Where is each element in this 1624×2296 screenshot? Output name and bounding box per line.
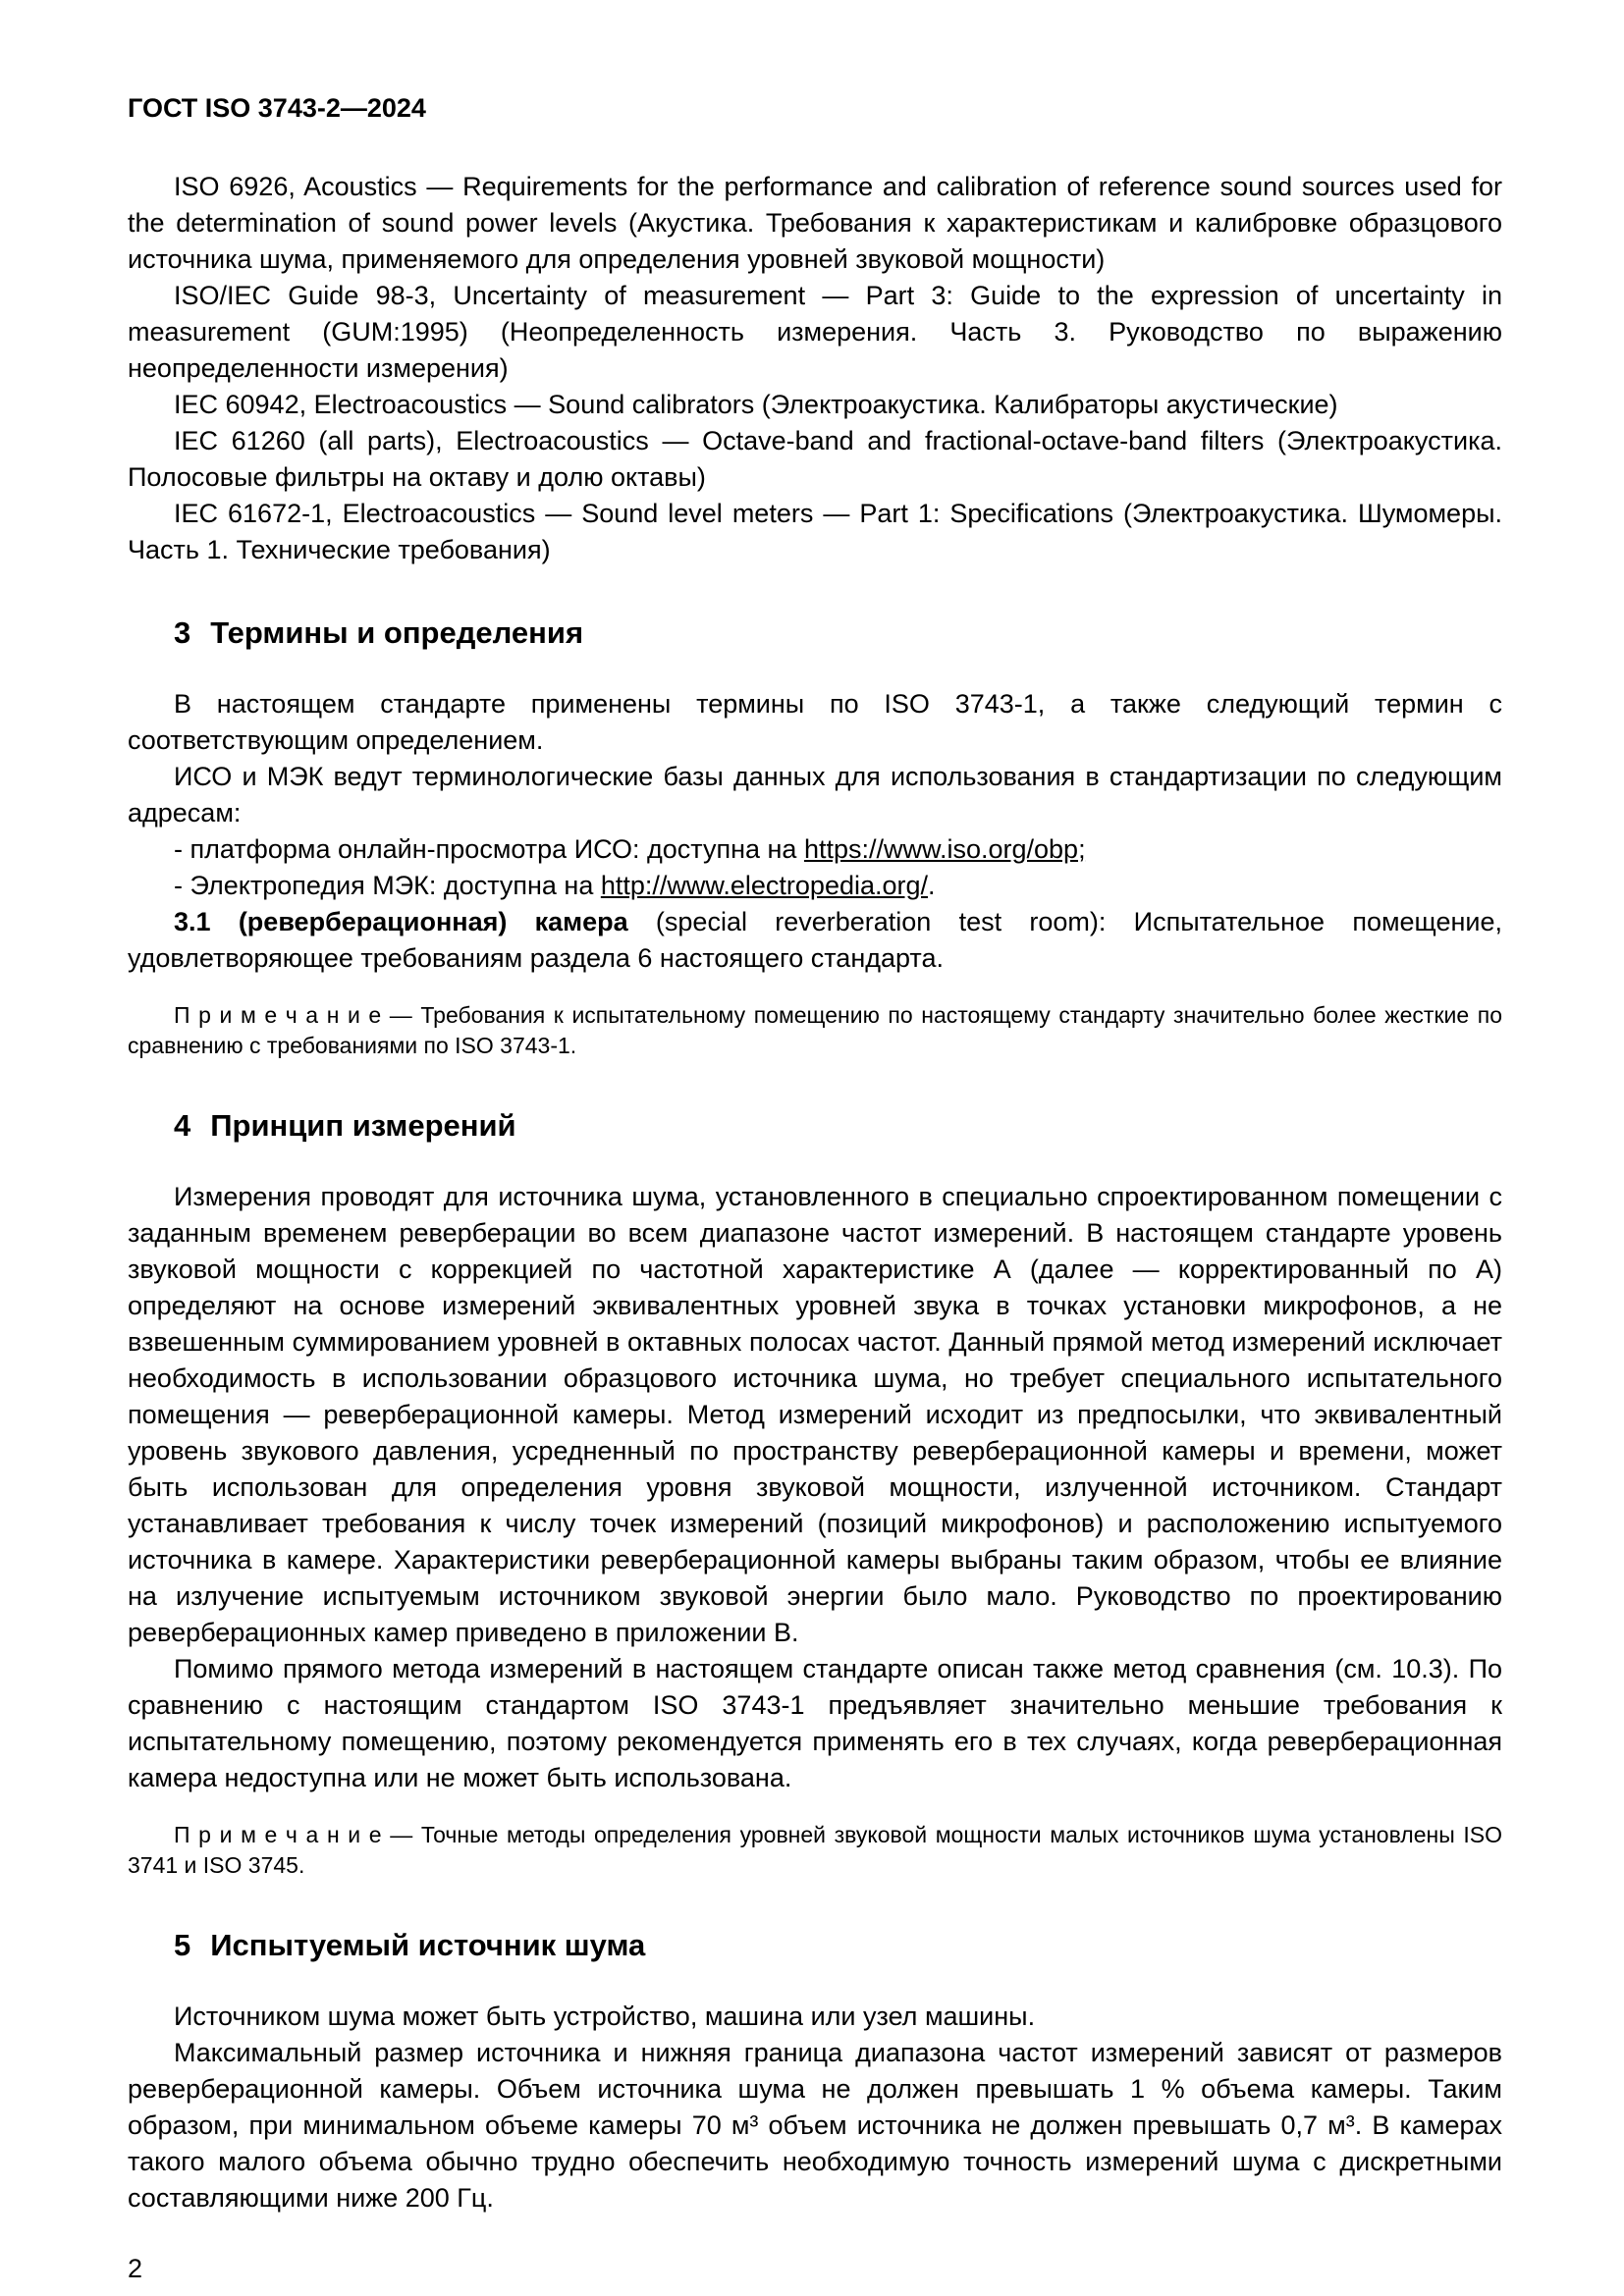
- section-5-title: Испытуемый источник шума: [210, 1928, 646, 1962]
- section-5-paragraph: Источником шума может быть устройство, машина или узел машины.: [174, 2002, 1036, 2031]
- term-title: 3.1 (реверберационная) камера: [174, 907, 628, 936]
- section-4-paragraph: Измерения проводят для источника шума, установленного в специально спроектированном помещении с заданным временем реверберации во всем диапазоне частот измерений. В настоящем стандарте уровень звуковой мощности с коррекцией по частотной характеристике А (далее — корректированный по А) определяют на основе измерений эквивалентных уровней звука в точках установки микрофонов, а не взвешенным суммированием уровней в октавных полосах частот. Данный прямой метод измерений исключает необходимость в использовании образцового источника шума, но требует специального испытательного помещения — реверберационной камеры. Метод измерений исходит из предпосылки, что эквивалентный уровень звукового давления, усредненный по пространству реверберационной камеры и времени, может быть использован для определения уровня звуковой мощности, излученной источником. Стандарт устанавливает требования к числу точек измерений (позиций микрофонов) и расположению испытуемого источника в камере. Характеристики реверберационной камеры выбраны таким образом, чтобы ее влияние на излучение испытуемым источником звуковой энергии было мало. Руководство по проектированию реверберационных камер приведено в приложении B.: [128, 1182, 1502, 1647]
- electropedia-list-item: [128, 868, 1502, 904]
- iso-obp-list-item: [128, 831, 1502, 868]
- electropedia-link[interactable]: http://www.electropedia.org/: [600, 871, 929, 900]
- section-3-note: П р и м е ч а н и е — Требования к испытательному помещению по настоящему стандарту значительно более жесткие по сравнению с требованиями по ISO 3743-1.: [128, 1002, 1502, 1058]
- section-3-paragraph: В настоящем стандарте применены термины по ISO 3743-1, а также следующий термин с соответствующим определением.: [128, 689, 1502, 755]
- reference-paragraph: IEC 60942, Electroacoustics — Sound calibrators (Электроакустика. Калибраторы акустические): [174, 390, 1338, 419]
- reference-paragraph: ISO/IEC Guide 98-3, Uncertainty of measurement — Part 3: Guide to the expression of uncertainty in measurement (GUM:1995) (Неопределенность измерения. Часть 3. Руководство по выражению неопределенности измерения): [128, 281, 1502, 383]
- reference-paragraph: ISO 6926, Acoustics — Requirements for the performance and calibration of reference sound sources used for the determination of sound power levels (Акустика. Требования к характеристикам и калибровке образцового источника шума, применяемого для определения уровней звуковой мощности): [128, 172, 1502, 274]
- iso-obp-text: - платформа онлайн-просмотра ИСО: доступна на: [174, 834, 804, 864]
- section-4-paragraph: Помимо прямого метода измерений в настоящем стандарте описан также метод сравнения (см. 10.3). По сравнению с настоящим стандартом ISO 3743-1 предъявляет значительно меньшие требования к испытательному помещению, поэтому рекомендуется применять его в тех случаях, когда реверберационная камера недоступна или не может быть использована.: [128, 1654, 1502, 1792]
- section-4-heading: [128, 1108, 1502, 1144]
- reference-paragraph: IEC 61260 (all parts), Electroacoustics — Octave-band and fractional-octave-band filters (Электроакустика. Полосовые фильтры на октаву и долю октавы): [128, 426, 1502, 492]
- electropedia-text: - Электропедия МЭК: доступна на: [174, 871, 601, 900]
- reference-paragraph: IEC 61672-1, Electroacoustics — Sound level meters — Part 1: Specifications (Электроакустика. Шумомеры. Часть 1. Технические требования): [128, 499, 1502, 564]
- term-definition: (special reverberation test room): Испытательное помещение, удовлетворяющее требованиям раздела 6 настоящего стандарта.: [128, 907, 1502, 973]
- section-4-number: 4: [174, 1108, 191, 1143]
- section-5-heading: [128, 1928, 1502, 1963]
- section-3-number: 3: [174, 615, 191, 650]
- term-definition-paragraph: [128, 904, 1502, 977]
- section-3-paragraph: ИСО и МЭК ведут терминологические базы данных для использования в стандартизации по следующим адресам:: [128, 762, 1502, 828]
- section-5-paragraph: Максимальный размер источника и нижняя граница диапазона частот измерений зависят от размеров реверберационной камеры. Объем источника шума не должен превышать 1 % объема камеры. Таким образом, при минимальном объеме камеры 70 м³ объем источника не должен превышать 0,7 м³. В камерах такого малого объема обычно трудно обеспечить необходимую точность измерений шума с дискретными составляющими ниже 200 Гц.: [128, 2038, 1502, 2213]
- section-4-note: П р и м е ч а н и е — Точные методы определения уровней звуковой мощности малых источников шума установлены ISO 3741 и ISO 3745.: [128, 1822, 1502, 1878]
- electropedia-suffix: .: [928, 871, 936, 900]
- section-3-heading: [128, 615, 1502, 651]
- section-5-number: 5: [174, 1928, 191, 1962]
- iso-obp-link[interactable]: https://www.iso.org/obp;: [803, 834, 1086, 864]
- section-3-title: Термины и определения: [210, 615, 584, 650]
- doc-number-header: ГОСТ ISO 3743-2—2024: [128, 93, 426, 123]
- section-4-title: Принцип измерений: [210, 1108, 516, 1143]
- page-number: 2: [128, 2254, 143, 2283]
